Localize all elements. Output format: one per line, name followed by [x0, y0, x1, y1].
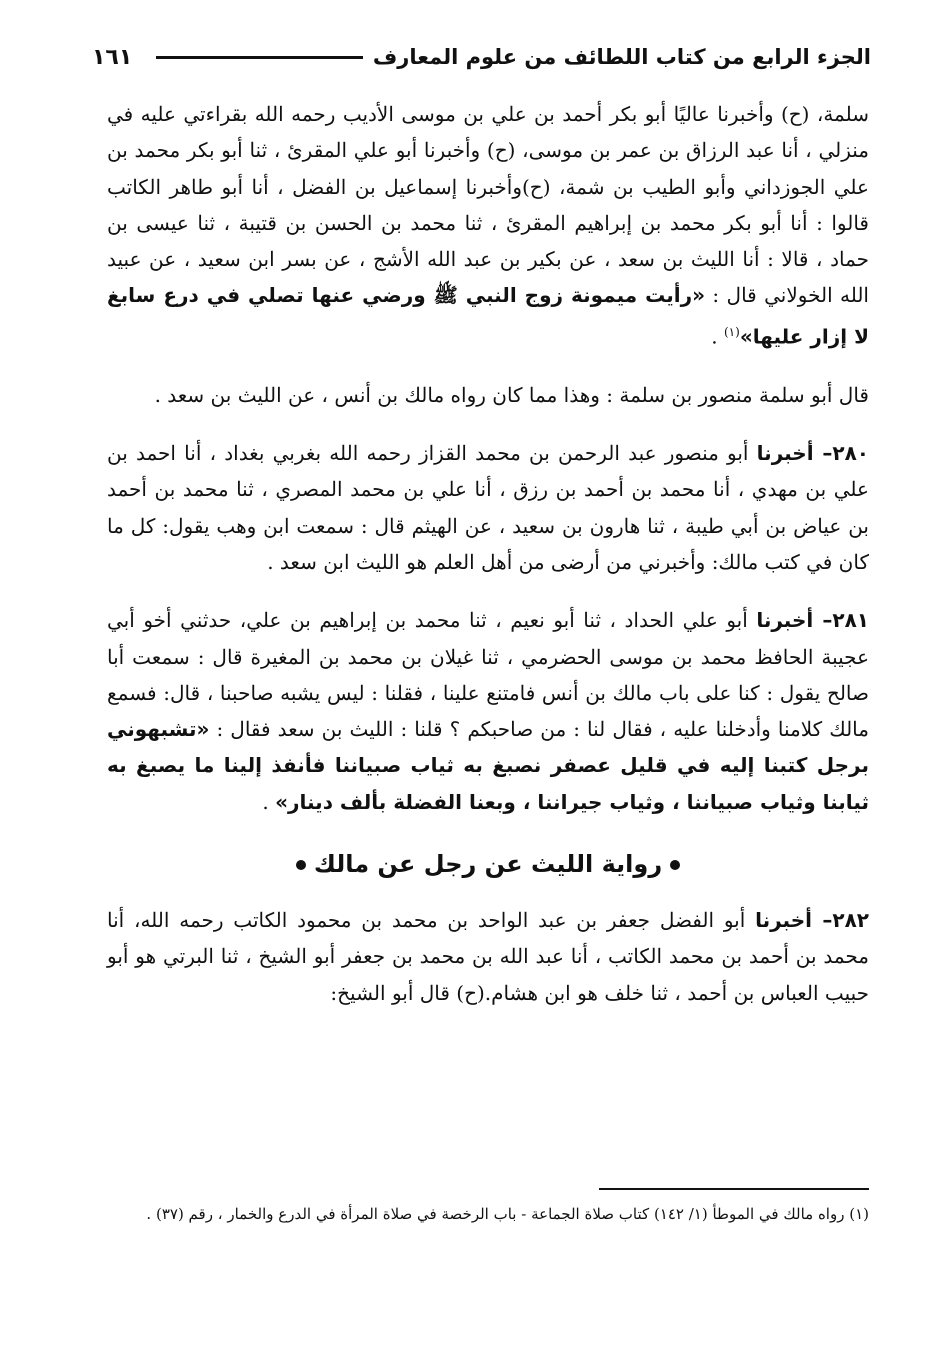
narration-281: [107, 602, 869, 820]
footnote: (١) رواه مالك في الموطأ (١/ ١٤٢) كتاب صلاة الجماعة - باب الرخصة في صلاة المرأة في الدرع والخمار ، رقم (٣٧) .: [146, 1205, 869, 1223]
paragraph-text: قال أبو سلمة منصور بن سلمة : وهذا مما كان رواه مالك بن أنس ، عن الليث بن سعد .: [154, 382, 869, 407]
section-heading: [107, 844, 869, 884]
hadith-quote: «تشبهوني برجل كتبنا إليه في قليل عصفر نصبغ به ثياب صبياننا فأنفذ إلينا ما يصبغ به ثيابنا وثياب صبياننا ، وثياب جيراننا ، وبعنا الفضلة بألف دينار»: [107, 717, 869, 814]
page-number: ١٦١: [92, 44, 133, 70]
running-header: [92, 40, 871, 74]
narration-number: ٢٨١– أخبرنا: [756, 608, 870, 633]
paragraph-continuation: [107, 96, 869, 355]
bullet-icon: [296, 860, 306, 870]
narration-282: [107, 902, 869, 1011]
body-text: [107, 96, 869, 1011]
narration-number: ٢٨٠– أخبرنا: [756, 441, 869, 466]
paragraph-text: أبو منصور عبد الرحمن بن محمد القزاز رحمه الله بغربي بغداد ، أنا احمد بن علي بن مهدي ، أنا محمد بن أحمد بن رزق ، أنا علي بن محمد المصري ، ثنا محمد بن أحمد بن عياض بن أبي طيبة ، ثنا هارون بن سعيد ، عن الهيثم قال : سمعت ابن وهب يقول: كل ما كان في كتب مالك: وأخبرني من أرضى من أهل العلم هو الليث ابن سعد .: [107, 441, 869, 574]
paragraph-text: أبو علي الحداد ، ثنا أبو نعيم ، ثنا محمد بن إبراهيم بن علي، حدثني أخو أبي عجيبة الحافظ محمد بن موسى الحضرمي ، ثنا غيلان بن محمد بن المغيرة قال : سمعت أبا صالح يقول : كنا على باب مالك بن أنس فامتنع علينا ، فقلنا : ليس يشبه صاحبنا ، قال: فسمع مالك كلامنا وأدخلنا عليه ، فقال لنا : من صاحبكم ؟ قلنا : الليث بن سعد فقال :: [107, 608, 869, 742]
section-heading-text: رواية الليث عن رجل عن مالك: [313, 850, 663, 878]
hadith-quote: «رأيت ميمونة زوج النبي ﷺ ورضي عنها تصلي في درع سابغ لا إزار عليها»: [107, 283, 869, 349]
bullet-icon: [670, 860, 680, 870]
paragraph-comment: [107, 377, 869, 413]
narration-number: ٢٨٢– أخبرنا: [755, 908, 869, 932]
paragraph-end: .: [262, 789, 276, 814]
running-header-title: الجزء الرابع من كتاب اللطائف من علوم المعارف: [372, 45, 871, 69]
paragraph-end: .: [711, 324, 724, 349]
paragraph-text: سلمة، (ح) وأخبرنا عاليًا أبو بكر أحمد بن علي بن موسى الأديب رحمه الله بقراءتي عليه في منزلي ، أنا عبد الرزاق بن عمر بن موسى، (ح) وأخبرنا أبو علي المقرئ ، ثنا أبو بكر محمد بن علي الجوزداني وأبو الطيب بن شمة، (ح)وأخبرنا إسماعيل بن الفضل ، أنا أبو طاهر الكاتب قالوا : أنا أبو بكر محمد بن إبراهيم المقرئ ، ثنا محمد بن الحسن بن قتيبة ، ثنا عيسى بن حماد ، قالا : أنا الليث بن سعد ، عن بكير بن عبد الله الأشج ، عن بسر ابن سعيد ، عن عبيد الله الخولاني قال :: [107, 102, 869, 308]
paragraph-text: أبو الفضل جعفر بن عبد الواحد بن محمد بن محمود الكاتب رحمه الله، أنا محمد بن أحمد بن محمد الكاتب ، أنا عبد الله بن محمد بن جعفر أبو الشيخ ، ثنا البرتي هو أبو حبيب العباس بن أحمد ، ثنا خلف هو ابن هشام.(ح) قال أبو الشيخ:: [107, 908, 869, 1005]
footnote-rule: [599, 1188, 869, 1190]
footnote-marker: (١): [723, 324, 740, 339]
narration-280: [107, 435, 869, 580]
header-rule: [156, 56, 363, 59]
